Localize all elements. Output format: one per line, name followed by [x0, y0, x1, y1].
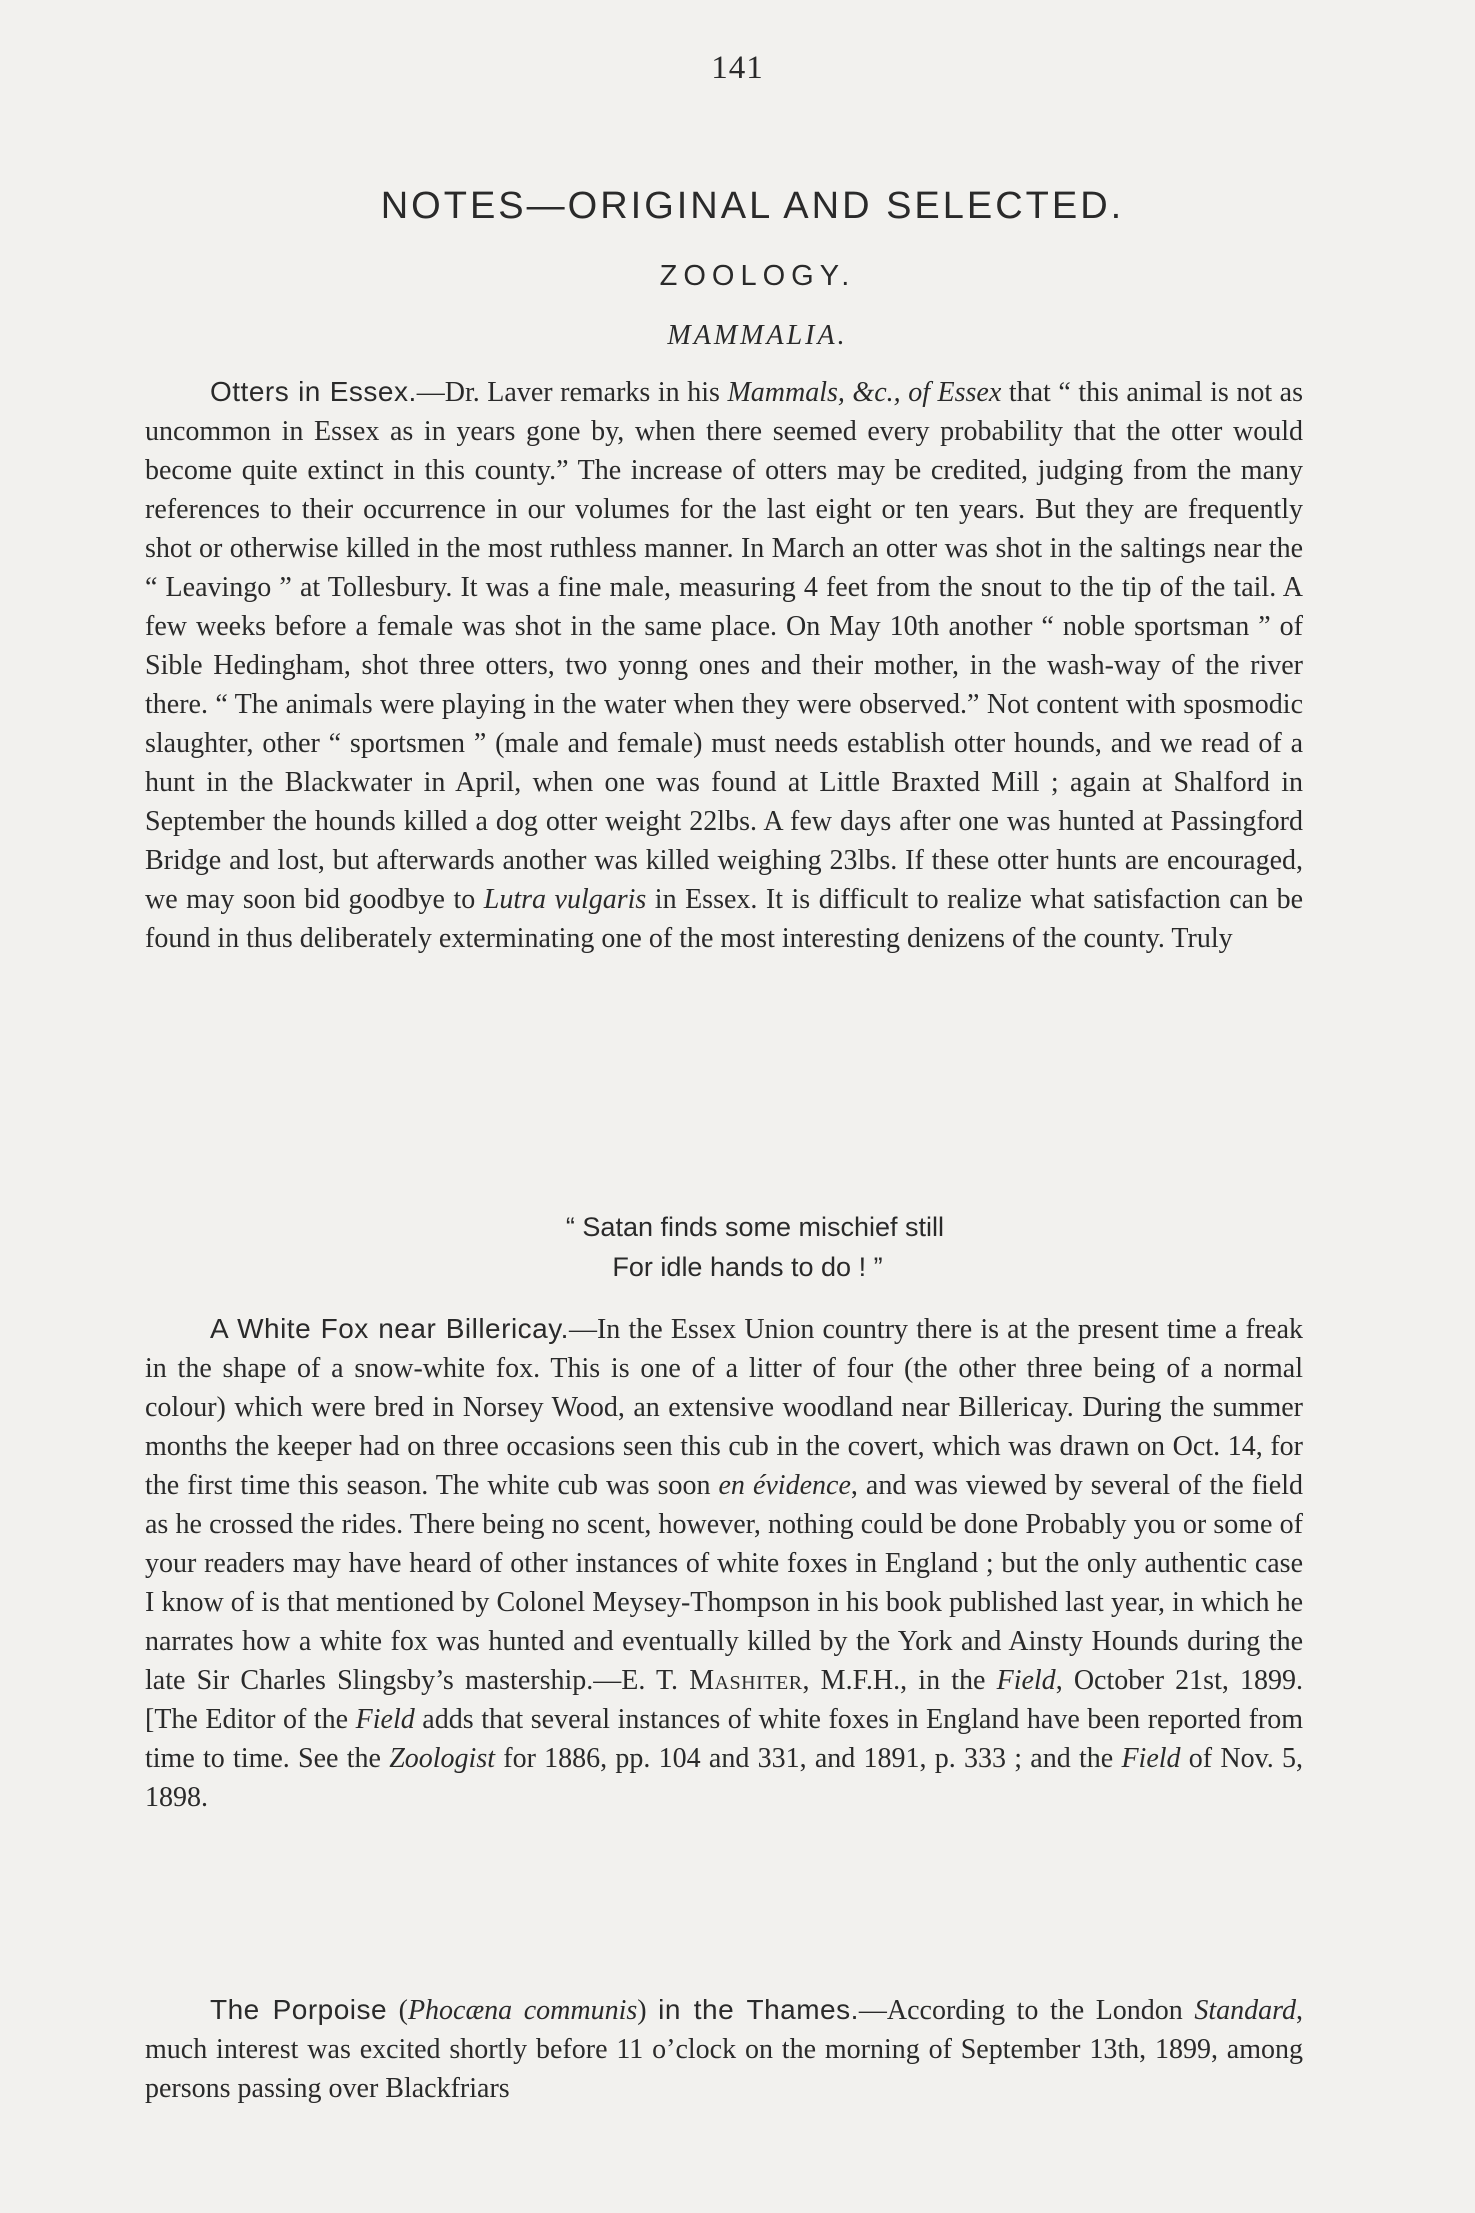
- article-text: of Nov. 5, 1898.: [145, 1743, 1304, 1813]
- article-text: in Essex. It is difficult to realize what satisfaction can be found in thus deliberately exterminating one of the most interesting denizens of the county. Truly: [145, 884, 1303, 954]
- article-text: , much interest was excited shortly before 11 o’clock on the morning of September 13th, 1899, among persons passing over Blackfriars: [145, 1995, 1303, 2104]
- article-text: , and was viewed by several of the field as he crossed the rides. There being no scent, however, nothing could be done Probably you or some of your readers may have heard of other instances of white foxes in England ; but the only authentic case I know of is that mentioned by Colonel Meysey-Thompson in his book published last year, in which he narrates how a white fox was hunted and eventually killed by the York and Ainsty Hounds during the late Sir Charles Slingsby’s mastership.—E. T.: [145, 1470, 1303, 1696]
- italic-text: Standard: [1194, 1995, 1296, 2026]
- section-heading-main: NOTES—ORIGINAL AND SELECTED.: [380, 185, 1125, 227]
- section-heading-zoology: ZOOLOGY.: [659, 260, 856, 292]
- article-text: —According to the London: [858, 1995, 1195, 2026]
- italic-text: Field: [1121, 1743, 1181, 1774]
- article-text: —Dr. Laver remarks in his: [416, 377, 728, 408]
- italic-text: en évidence: [718, 1470, 851, 1501]
- verse-quote: [0, 1207, 1475, 1287]
- article-text: —In the Essex Union country there is at the present time a freak in the shape of a snow-white fox. This is one of a litter of four (the other three being of a normal colour) which were bred in Norsey Wood, an extensive woodland near Billericay. During the summer months the keeper had on three occasions seen this cub in the covert, which was drawn on Oct. 14, for the first time this season. The white cub was soon: [145, 1314, 1303, 1501]
- article-text: for 1886, pp. 104 and 331, and 1891, p. 333 ; and the: [495, 1743, 1122, 1774]
- italic-text: Phocæna communis: [407, 1995, 638, 2026]
- article-title: in the Thames.: [658, 1994, 859, 2025]
- article-text: , October 21st, 1899. [The Editor of the: [145, 1665, 1304, 1735]
- quote-line: For idle hands to do ! ”: [612, 1252, 883, 1282]
- article-text: that “ this animal is not as uncommon in Essex as in years gone by, when there seemed every probability that the otter would become quite extinct in this county.” The increase of otters may be credited, judging from the many references to their occurrence in our volumes for the last eight or ten years. But they are frequently shot or otherwise killed in the most ruthless manner. In March an otter was shot in the saltings near the “ Leavingo ” at Tollesbury. It was a fine male, measuring 4 feet from the snout to the tip of the tail. A few weeks before a female was shot in the same place. On May 10th another “ noble sportsman ” of Sible Hedingham, shot three otters, two yonng ones and their mother, in the wash-way of the river there. “ The animals were playing in the water when they were observed.” Not content with sposmodic slaughter, other “ sportsmen ” (male and female) must needs establish otter hounds, and we read of a hunt in the Blackwater in April, when one was found at Little Braxted Mill ; again at Shalford in September the hounds killed a dog otter weight 22lbs. A few days after one was hunted at Passingford Bridge and lost, but afterwards another was killed weighing 23lbs. If these otter hunts are encouraged, we may soon bid goodbye to: [145, 377, 1304, 915]
- article-white-fox: [145, 1309, 1303, 1817]
- article-title: Otters in Essex.: [210, 376, 417, 407]
- quote-line: “ Satan finds some mischief still: [565, 1212, 945, 1242]
- italic-text: Mammals, &c., of Essex: [727, 377, 1002, 408]
- italic-text: Field: [996, 1665, 1056, 1696]
- article-text: ): [637, 1995, 659, 2026]
- article-title: The Porpoise: [210, 1994, 388, 2025]
- italic-text: Zoologist: [389, 1743, 496, 1774]
- article-title: A White Fox near Billericay.: [210, 1313, 569, 1344]
- page-number: 141: [711, 50, 764, 86]
- article-porpoise: [145, 1990, 1303, 2108]
- article-text: adds that several instances of white foxes in England have been reported from time to time. See the: [145, 1704, 1304, 1774]
- italic-text: Field: [355, 1704, 415, 1735]
- article-text: (: [387, 1995, 408, 2026]
- italic-text: Lutra vulgaris: [483, 884, 647, 915]
- article-otters-in-essex: [145, 372, 1303, 958]
- section-heading-mammalia: MAMMALIA.: [667, 320, 848, 351]
- article-text: , M.F.H., in the: [802, 1665, 997, 1696]
- author-name: Mashiter: [689, 1665, 803, 1696]
